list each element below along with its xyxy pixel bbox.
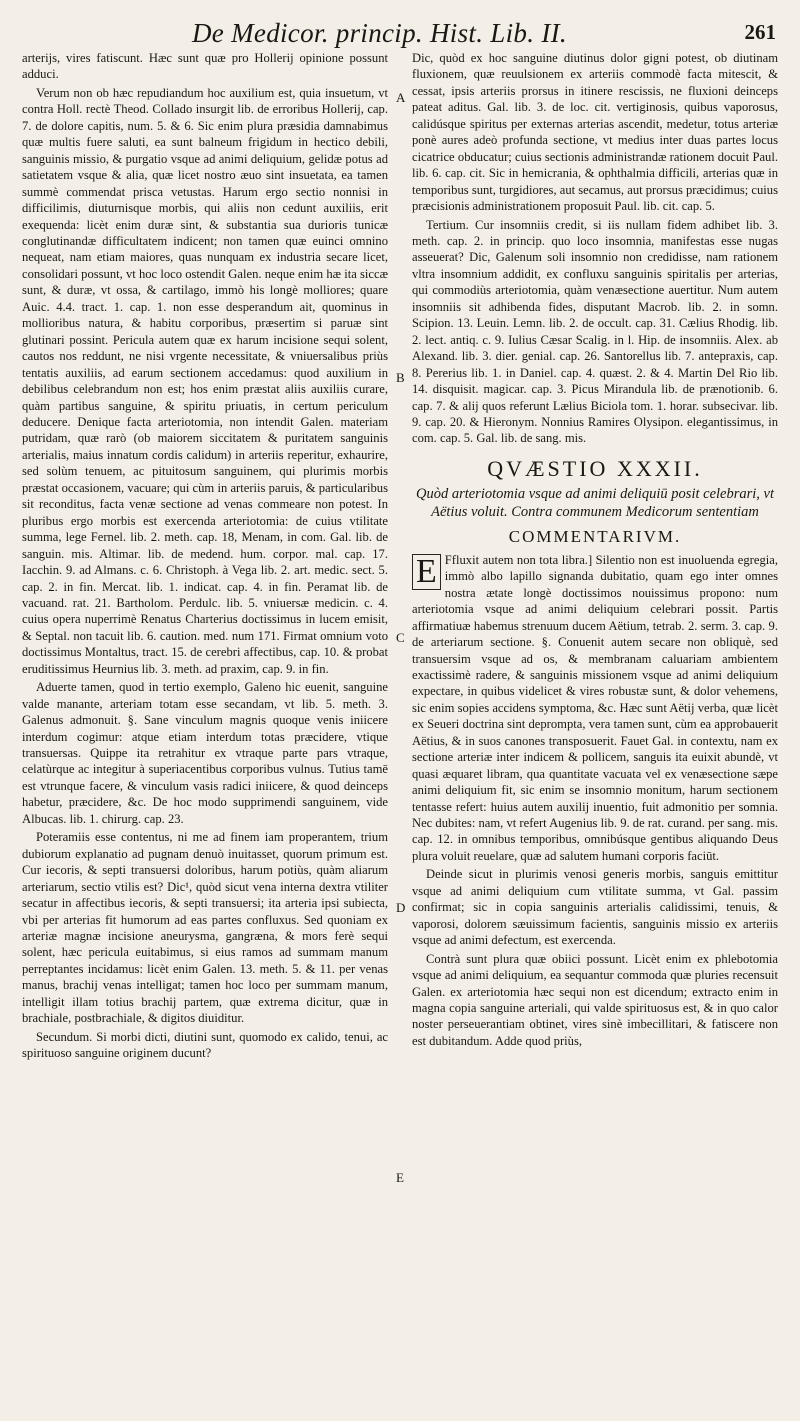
margin-letter: A [396,90,406,105]
right-column [412,50,778,1415]
margin-letters [392,50,412,1415]
paragraph [412,552,778,865]
paragraph: Aduerte tamen, quod in tertio exemplo, Galeno hic euenit, sanguine valde manante, arteriam totam esse secandam, vt lib. 5. meth. 3. Galenus admonuit. §. Sane vinculum magnis quoque venis iniicere interdum cogimur: atque etiam interdum totas præcidere, vtique transuersas. Quippe ita retrahitur ex vtraque parte pars vtraque, celatùrque ac integitur à superiacentibus corporibus vulnus. Tutius tamē est vtrunque facere, & vinculum vasis radici iniicere, & quod deinceps habetur, præcidere, &c. De hoc modo supprimendi sanguinem, vide Albucas. lib. 1. chirurg. cap. 23. [22,680,388,826]
two-column-body [22,50,778,1415]
margin-letter: C [396,630,405,645]
running-head: De Medicor. princip. Hist. Lib. II. [192,18,567,48]
paragraph: Secundum. Si morbi dicti, diutini sunt, quomodo ex calido, tenui, ac spirituoso sanguine originem ducunt? [22,1029,388,1061]
margin-letter: B [396,370,405,385]
page-header [22,14,778,50]
paragraph: Poteramiis esse contentus, ni me ad finem iam properantem, trium dubiorum explanatio ad pugnam denuò inuitasset, quorum primum est. Cur iecoris, & septi transuersi doloribus, harum potiùs, quàm aliarum arteriarum, sectio vtilis est? Dic¹, quòd sicut vena interna dextra vtiliter secatur in affectibus iecoris, & septi transuersi; ita arteria ipsi subiecta, vbi per arterias fit humorum ad eas partes confluxus. Sed quoniam ex arteriæ magnæ incisione aneurysma, gangræna, & mors ferè sequi solent, hæc pericula euitabimus, si eius ramos ad summam manum perreptantes incidamus: licèt enim Galen. 13. meth. 5. & 11. per venas manus, brachij venas intelligat; tamen hoc loco per summam manum, intelligit illam totius brachij partem, quæ extrema dicitur, quæ in brachiale, postbrachiale, & digitos diuiditur. [22,830,388,1026]
paragraph: Contrà sunt plura quæ obiici possunt. Licèt enim ex phlebotomia vsque ad animi deliquium, ea sequantur commoda quæ pluries recensuit Galen. ex arteriotomia hæc sequi non est dicendum; extracto enim in magna copia sanguine arteriali, qui valde spirituosus est, & in quo calor noster perseuerantiam obtinet, vires sinè imbecillitari, & fatiscere non est dubitandum. Adde quod priùs, [412,951,778,1048]
question-subtitle: Quòd arteriotomia vsque ad animi deliquiū posit celebrari, vt Aëtius voluit. Contra communem Medicorum sententiam [415,486,775,521]
paragraph: Tertium. Cur insomniis credit, si iis nullam fidem adhibet lib. 3. meth. cap. 2. in princip. quo loco insomnia, manifestas esse nugas asseuerat? Dic, Galenum soli insomnio non credidisse, nam rationem vltra insomnium addidit, ex confluxu sanguinis spiritalis per arterias, qui commodiùs arteriotomia, quàm venæsectione auertitur. Num autem insomniis sit adhibenda fides, disputant Macrob. lib. 2. in somn. Scipion. 13. Leuin. Lemn. lib. 2. de occult. cap. 31. Cælius Rhodig. lib. 2. lect. antiq. c. 9. Iulius Cæsar Scalig. in l. Hip. de insomniis. Alex. ab Alexand. lib. 3. dier. genial. cap. 26. Santorellus lib. 7. antepraxis, cap. 8. Pererius lib. 1. in Daniel. cap. 4. quæst. 2. & 4. Martin Del Rio lib. 14. disquisit. magicar. cap. 3. Picus Mirandula lib. de prænotionib. 6. cap. 7. & alij quos referunt Lælius Biciola tom. 1. horar. subsecivar. lib. 9. cap. 20. & Hieronym. Nonnius Ramires Olysipon. elegantissimus, in com. cap. 5. Gal. lib. de sang. mis. [412,217,778,446]
commentary-heading: COMMENTARIVM. [508,527,682,547]
paragraph: Verum non ob hæc repudiandum hoc auxilium est, quia insuetum, vt contra Holl. rectè Theod. Collado insurgit lib. de erroribus Hollerij, cap. 7. de dolore capitis, num. 5. & 6. Sic enim plura præsidia damnabimus quæ multis fuere saluti, ea sunt balneum frigidum in hectico debili, sanguinis missio, & purgatio vsque ad animi deliquium, gelidæ potus ad satietatem vsque & alia, quæ licet nostro æuo sint insuetata, ea tamen summè commendat prisca vetustas. Harum ergo sectio nonnisi in difficilimis, diuturnisque morbis, qui aliis non cedunt auxiliis, erit exequenda: licèt enim duræ sint, & substantia sua durioris tunicæ conglutinandæ difficultatem indicent; non tamen quæ euinci omnino nequeat, nam etiam maiores, quas nunquam ex industria secare licet, consolidari possunt, vt hoc loco ostendit Galen. neque enim hæ ita siccæ sunt, & duræ, vt ossa, & cartilago, immò his longè molliores; quare Auic. 4.4. tract. 1. cap. 1. non esse desperandum ait, quominus in mollioribus natura, & habitu corporibus, præsertim si paruæ sint glutinari possint. Pericula autem quæ ex harum incisione sequi solent, cautos nos reddunt, ne nisi vrgente necessitate, & vniuersalibus priùs tentatis auxiliis, ad earum sectionem accedamus: quod auxilium in debilibus celebrandum non est; hos enim præstat aliis auxiliis curare, quàm partibus sanguine, & spiritu priuatis, in certum periculum deducere. Denique facta arteriotomia, non intendit Galen. materiam putridam, quæ rarò (ob maiorem siccitatem & puritatem sanguinis arterialis, maius innatum cordis calidum) in arteriis reperitur, exhaurire, sed solùm tenuem, ac pituitosum sanguinem, qui plurimis morbis præstat occasionem, vacuare; qui cùm in arteriis paruis, & particularibus sit reconditus, facta venæ sectione ad venas commeare non potest. In pluribus ergo morbis est exercenda arteriotomia: de cuius vtilitate summa, lege Fernel. lib. 2. meth. cap. 18, Menam, in com. Gal. lib. de sanguin. mis. Altimar. lib. de medend. hum. corpor. mal. cap. 17. Iacchin. 9. ad Almans. c. 6. Christoph. à Vega lib. 2. art. medic. sect. 5. cap. 2. in fin. Mercat. lib. 1. indicat. cap. 4. in fin. Peramat lib. de vacuand. rat. 21. Bartholom. Perdulc. lib. 5. vniuersæ medicin. c. 4. cuius opera nuperrimè Renatus Charterius doctissimus in lucem emisit, & Septal. non tacuit lib. 6. caution. med. num 171. Firmat omnium voto doctissimus Montaltus, tract. 15. de cerebri affectibus, cap. 10. & probat eruditissimus Heurnius lib. 3. meth. ad praxim, cap. 9. in fin. [22,85,388,676]
left-column [22,50,388,1415]
paragraph: Dic, quòd ex hoc sanguine diutinus dolor gigni potest, ob diutinam fluxionem, quæ reuulsionem ex arteriis commodè facta mitescit, & cessat, ipsis arteriis prorsus in itinere rescissis, ne fluxioni deinceps pateat aditus. Gal. lib. 3. de loc. cit. vertiginosis, quibus vaporosus, calidúsque spiritus per externas arterias ascendit, medetur, totus arteriæ ponè aures adeò profunda sectione, vt medius inter duas partes locus cicatrice obducatur; cuius sectionis administrandæ rationem docuit Paul. lib. 6. cap. cit. Sic in hemicrania, & ophthalmia difficili, arterias quæ in temporibus sunt, turgidiores, aut secamus, aut prorsus præcidimus; cuius præcisionis administrationem proposuit Paul. lib. cit. cap. 5. [412,51,778,214]
paragraph-text: Ffluxit autem non tota libra.] Silentio non est inuoluenda egregia, immò albo lapillo signanda dubitatio, quam ego inter omnes nostra ætate longè doctissimos nouissimus propono: num arteriotomia vsque ad animi deliquium celebrari possit. Partis affirmatiuæ habemus strenuum ducem Aëtium, tetrab. 2. serm. 3. cap. 9. de arteriarum sectione. §. Conuenit autem secare non obliquè, sed transuersim vsque ad os, & membranam caluariam ambientem exactissimè radere, & sanguinis missionem vsque ad animi deliquium expectare, in quibus videlicet & vires robustæ sunt, & dolor vehemens, sic enim sopies accidens symptoma, &c. Hæc sunt Aëtij verba, quæ licèt ex Seueri doctrina sint deprompta, vera tamen sunt, cùm ea approbauerit Aëtius, & in suos canones transposuerit. Fauet Gal. in contextu, nam ex sectione arteriæ inter indicem & pollicem, sanguis ita euixit abundè, vt quasi æquaret libram, qua quantitate vacuata vel ex venæsectione sæpe animi deliquium fit, sic enim se insomnio monitum, harum sectionem tentasse refert: huius autem auxilij inuentio, fuit admonitio per somnia. Nec dubites: nam, vt refert Augenius lib. 9. de rat. curand. per sang. mis. cap. 12. in omnibus temporibus, omnibúsque gentibus aliquando Deus plura voluit reuelare, quæ ad salutem humani corporis faciūt. [412,552,778,863]
question-title: QVÆSTIO XXXII. [487,455,703,481]
paragraph: arterijs, vires fatiscunt. Hæc sunt quæ pro Hollerij opinione possunt adduci. [22,51,388,82]
paragraph: Deinde sicut in plurimis venosi generis morbis, sanguis emittitur vsque ad animi deliquium cum vtilitate summa, vt Gal. passim confirmat; sic in copia sanguinis arterialis calidissimi, tenuis, & vaporosi, dolorem sæuissimum facientis, sanguinis missio ex arteriis vsque ad animi defectum, est exercenda. [412,867,778,948]
drop-cap: E [412,554,441,590]
margin-letter: E [396,1170,404,1185]
margin-letter: D [396,900,406,915]
page-number: 261 [744,20,776,44]
